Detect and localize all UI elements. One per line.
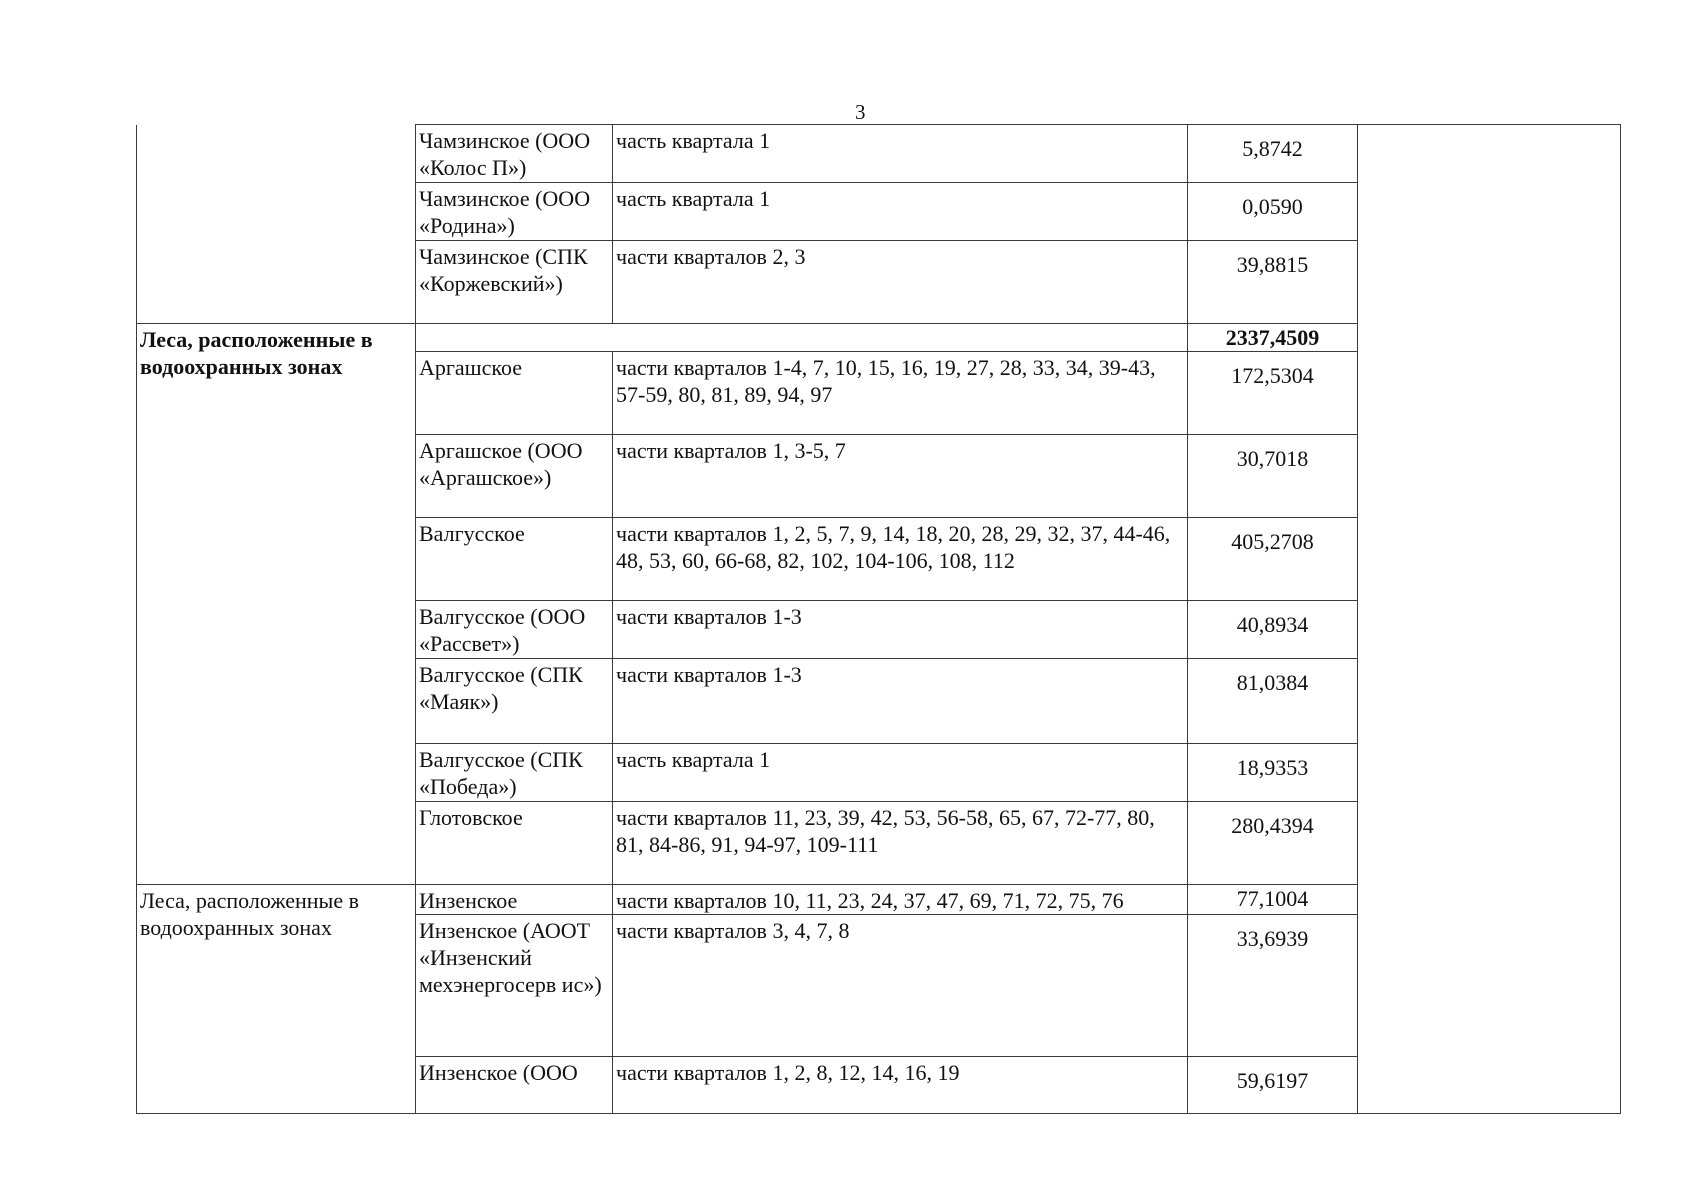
category-cell-empty — [137, 125, 416, 324]
area-cell: 30,7018 — [1188, 435, 1358, 518]
place-cell: Инзенское (ООО — [416, 1057, 613, 1114]
quarters-cell: часть квартала 1 — [613, 744, 1188, 802]
area-cell: 59,6197 — [1188, 1057, 1358, 1114]
quarters-cell: части кварталов 1-3 — [613, 601, 1188, 659]
area-cell: 18,9353 — [1188, 744, 1358, 802]
quarters-cell: части кварталов 1, 3-5, 7 — [613, 435, 1188, 518]
area-cell: 0,0590 — [1188, 182, 1358, 240]
quarters-cell: части кварталов 1, 2, 8, 12, 14, 16, 19 — [613, 1057, 1188, 1114]
place-cell: Глотовское — [416, 801, 613, 884]
place-cell: Валгусское (ООО «Рассвет») — [416, 601, 613, 659]
quarters-cell: части кварталов 1-4, 7, 10, 15, 16, 19, 27, 28, 33, 34, 39-43, 57-59, 80, 81, 89, 94, 97 — [613, 351, 1188, 434]
place-cell: Чамзинское (ООО «Родина») — [416, 182, 613, 240]
area-cell: 81,0384 — [1188, 658, 1358, 743]
place-cell: Аргашское (ООО «Аргашское») — [416, 435, 613, 518]
place-cell: Валгусское — [416, 518, 613, 601]
area-cell: 33,6939 — [1188, 915, 1358, 1057]
quarters-cell: части кварталов 1, 2, 5, 7, 9, 14, 18, 20, 28, 29, 32, 37, 44-46, 48, 53, 60, 66-68, 82, 102, 104-106, 108, 112 — [613, 518, 1188, 601]
quarters-cell: части кварталов 1-3 — [613, 658, 1188, 743]
category-label: Леса, расположенные в водоохранных зонах — [137, 323, 416, 884]
place-cell: Аргашское — [416, 351, 613, 434]
place-cell: Инзенское (АООТ «Инзенский мехэнергосерв ис») — [416, 915, 613, 1057]
table-row — [137, 125, 1621, 183]
category-label: Леса, расположенные в водоохранных зонах — [137, 884, 416, 1113]
quarters-cell: часть квартала 1 — [613, 125, 1188, 183]
quarters-cell: части кварталов 3, 4, 7, 8 — [613, 915, 1188, 1057]
area-cell: 39,8815 — [1188, 240, 1358, 323]
area-cell: 172,5304 — [1188, 351, 1358, 434]
area-cell: 5,8742 — [1188, 125, 1358, 183]
place-cell: Валгусское (СПК «Победа») — [416, 744, 613, 802]
place-cell: Чамзинское (ООО «Колос П») — [416, 125, 613, 183]
quarters-cell: часть квартала 1 — [613, 182, 1188, 240]
place-cell: Валгусское (СПК «Маяк») — [416, 658, 613, 743]
area-cell: 405,2708 — [1188, 518, 1358, 601]
notes-column — [1358, 125, 1621, 1114]
total-spacer-cell — [416, 323, 1188, 351]
quarters-cell: части кварталов 10, 11, 23, 24, 37, 47, 69, 71, 72, 75, 76 — [613, 884, 1188, 914]
place-cell: Инзенское — [416, 884, 613, 914]
area-cell: 77,1004 — [1188, 884, 1358, 914]
category-total: 2337,4509 — [1188, 323, 1358, 351]
area-cell: 280,4394 — [1188, 801, 1358, 884]
page-number: 3 — [855, 100, 866, 124]
quarters-cell: части кварталов 11, 23, 39, 42, 53, 56-58, 65, 67, 72-77, 80, 81, 84-86, 91, 94-97, 109-111 — [613, 801, 1188, 884]
area-cell: 40,8934 — [1188, 601, 1358, 659]
forest-table — [136, 124, 1621, 1114]
place-cell: Чамзинское (СПК «Коржевский») — [416, 240, 613, 323]
quarters-cell: части кварталов 2, 3 — [613, 240, 1188, 323]
